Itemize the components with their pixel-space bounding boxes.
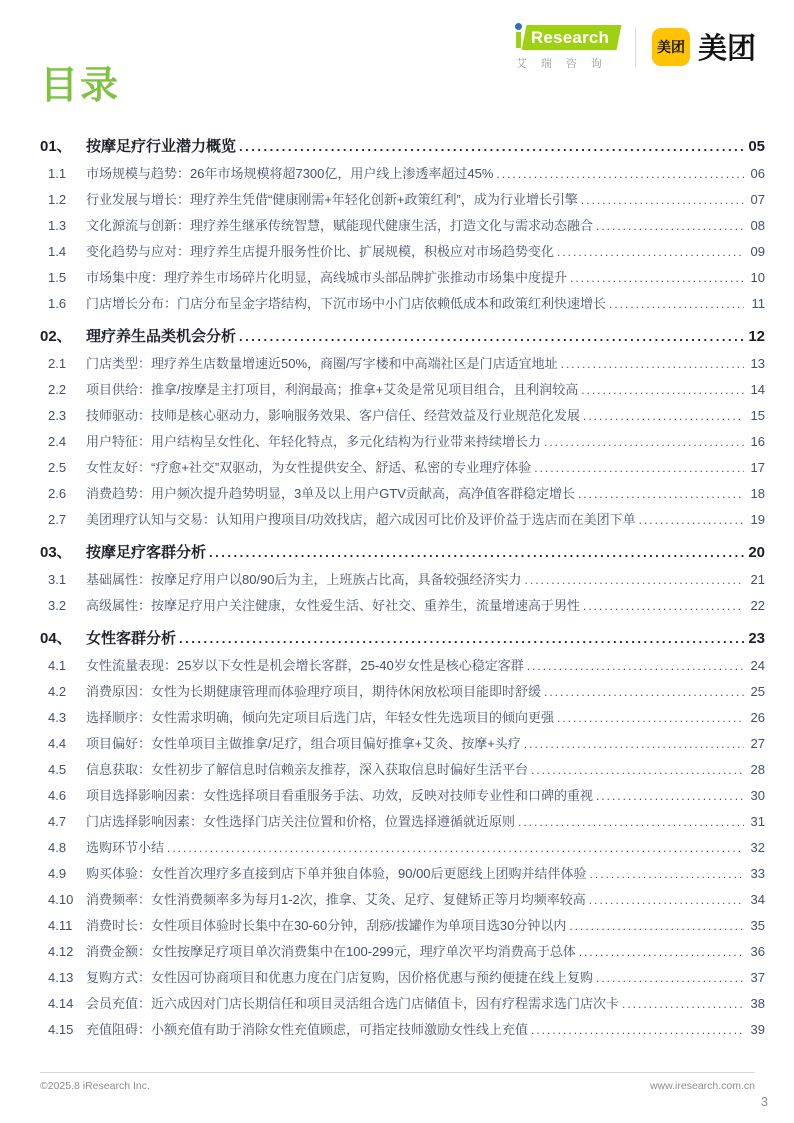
- iresearch-wordmark: Research: [530, 27, 609, 47]
- toc-sub-row[interactable]: [40, 353, 765, 379]
- dot-leader-icon: [531, 762, 744, 777]
- toc-section-row[interactable]: [40, 541, 765, 569]
- toc-entry-number: 4.5: [48, 762, 67, 777]
- dot-leader-icon: [578, 486, 744, 501]
- toc-entry-page: 25: [750, 684, 765, 699]
- toc-entry-title: 美团理疗认知与交易：认知用户搜项目/功效找店，超六成因可比价及评价益于选店而在美团下单: [86, 512, 636, 527]
- toc-entry-number: 03、: [40, 544, 72, 561]
- toc-sub-row[interactable]: [40, 967, 765, 993]
- toc-sub-row[interactable]: [40, 1019, 765, 1045]
- toc-sub-row[interactable]: [40, 889, 765, 915]
- dot-leader-icon: [534, 460, 744, 475]
- toc-entry-number: 4.3: [48, 710, 67, 725]
- iresearch-logo: [516, 22, 619, 71]
- toc-entry-page: 14: [750, 382, 765, 397]
- toc-entry-title: 充值阻碍：小额充值有助于消除女性充值顾虑，可指定技师激励女性线上充值: [86, 1022, 529, 1037]
- toc-sub-row[interactable]: [40, 293, 765, 319]
- toc-entry-number: 1.4: [48, 244, 67, 259]
- toc-entry-title: 信息获取：女性初步了解信息时信赖亲友推荐，深入获取信息时偏好生活平台: [86, 762, 529, 777]
- toc-sub-row[interactable]: [40, 509, 765, 535]
- toc-entry-page: 11: [751, 296, 765, 311]
- toc-entry-title: 会员充值：近六成因对门店长期信任和项目灵活组合选门店储值卡，因有疗程需求选门店次卡: [86, 996, 620, 1011]
- dot-leader-icon: [544, 684, 744, 699]
- toc-entry-title: 女性友好：“疗愈+社交”双驱动，为女性提供安全、舒适、私密的专业理疗体验: [86, 460, 532, 475]
- toc-entry-title: 高级属性：按摩足疗用户关注健康，女性爱生活、好社交、重养生，流量增速高于男性: [86, 598, 581, 613]
- toc-entry-page: 27: [750, 736, 765, 751]
- page-number: 3: [761, 1095, 768, 1109]
- dot-leader-icon: [583, 408, 744, 423]
- toc-entry-page: 24: [750, 658, 765, 673]
- toc-entry-title: 项目供给：推拿/按摩是主打项目，利润最高；推拿+艾灸是常见项目组合，且利润较高: [86, 382, 579, 397]
- toc-sub-row[interactable]: [40, 707, 765, 733]
- toc-entry-number: 4.6: [48, 788, 67, 803]
- toc-section-row[interactable]: [40, 135, 765, 163]
- dot-leader-icon: [569, 918, 744, 933]
- toc-entry-title: 复购方式：女性因可协商项目和优惠力度在门店复购，因价格优惠与预约便捷在线上复购: [86, 970, 594, 985]
- toc-entry-page: 26: [750, 710, 765, 725]
- toc-entry-title: 变化趋势与应对：理疗养生店提升服务性价比、扩展规模，积极应对市场趋势变化: [86, 244, 555, 259]
- copyright-text: ©2025.8 iResearch Inc.: [40, 1080, 150, 1092]
- toc-sub-row[interactable]: [40, 863, 765, 889]
- toc-entry-number: 02、: [40, 328, 72, 345]
- toc-entry-number: 4.12: [48, 944, 74, 959]
- toc-entry-title: 门店选择影响因素：女性选择门店关注位置和价格，位置选择遵循就近原则: [86, 814, 516, 829]
- toc-entry-title: 购买体验：女性首次理疗多直接到店下单并独自体验，90/00后更愿线上团购并结伴体验: [86, 866, 587, 881]
- toc-entry-number: 1.2: [48, 192, 67, 207]
- toc-entry-page: 05: [748, 138, 765, 155]
- toc-entry-page: 09: [750, 244, 765, 259]
- iresearch-wordmark-box: [521, 25, 621, 50]
- dot-leader-icon: [524, 736, 744, 751]
- dot-leader-icon: [561, 356, 744, 371]
- toc-entry-page: 31: [750, 814, 765, 829]
- dot-leader-icon: [239, 138, 744, 155]
- dot-leader-icon: [570, 270, 744, 285]
- dot-leader-icon: [527, 658, 744, 673]
- footer-divider: [40, 1072, 755, 1073]
- toc-entry-number: 2.5: [48, 460, 67, 475]
- dot-leader-icon: [239, 328, 744, 345]
- dot-leader-icon: [583, 598, 744, 613]
- toc-entry-title: 项目选择影响因素：女性选择项目看重服务手法、功效，反映对技师专业性和口碑的重视: [86, 788, 594, 803]
- dot-leader-icon: [544, 434, 744, 449]
- toc-sub-row[interactable]: [40, 681, 765, 707]
- toc-entry-title: 女性客群分析: [86, 630, 177, 647]
- toc-entry-number: 4.11: [48, 918, 73, 933]
- toc-entry-title: 门店增长分布：门店分布呈金字塔结构，下沉市场中小门店依赖低成本和政策红利快速增长: [86, 296, 607, 311]
- toc-entry-title: 市场集中度：理疗养生市场碎片化明显，高线城市头部品牌扩张推动市场集中度提升: [86, 270, 568, 285]
- toc-entry-number: 3.1: [48, 572, 67, 587]
- toc-section-row[interactable]: [40, 627, 765, 655]
- toc-entry-title: 消费趋势：用户频次提升趋势明显，3单及以上用户GTV贡献高，高净值客群稳定增长: [86, 486, 575, 501]
- toc-entry-title: 消费时长：女性项目体验时长集中在30-60分钟，刮痧/拔罐作为单项目选30分钟以内: [86, 918, 567, 933]
- toc-entry-page: 17: [750, 460, 765, 475]
- toc-entry-title: 选购环节小结: [86, 840, 165, 855]
- toc-entry-page: 19: [750, 512, 765, 527]
- dot-leader-icon: [589, 892, 744, 907]
- meituan-app-icon: 美团: [652, 28, 690, 66]
- toc-entry-number: 4.13: [48, 970, 74, 985]
- toc-sub-row[interactable]: [40, 655, 765, 681]
- header: [516, 22, 756, 71]
- toc-entry-number: 2.7: [48, 512, 67, 527]
- toc-entry-page: 32: [750, 840, 765, 855]
- toc-entry-title: 市场规模与趋势：26年市场规模将超7300亿，用户线上渗透率超过45%: [86, 166, 494, 181]
- toc-sub-row[interactable]: [40, 569, 765, 595]
- toc-entry-number: 4.8: [48, 840, 67, 855]
- dot-leader-icon: [179, 630, 744, 647]
- toc-entry-page: 12: [748, 328, 765, 345]
- dot-leader-icon: [579, 944, 744, 959]
- toc-entry-number: 4.1: [48, 658, 67, 673]
- toc-entry-page: 33: [750, 866, 765, 881]
- toc-entry-page: 15: [750, 408, 765, 423]
- toc-entry-title: 行业发展与增长：理疗养生凭借“健康刚需+年轻化创新+政策红利”，成为行业增长引擎: [86, 192, 578, 207]
- toc-entry-number: 4.2: [48, 684, 67, 699]
- toc-list: [40, 129, 765, 1045]
- toc-entry-number: 4.15: [48, 1022, 74, 1037]
- toc-entry-number: 4.4: [48, 736, 67, 751]
- toc-entry-title: 项目偏好：女性单项目主做推拿/足疗，组合项目偏好推拿+艾灸、按摩+头疗: [86, 736, 521, 751]
- toc-sub-row[interactable]: [40, 457, 765, 483]
- toc-entry-page: 21: [750, 572, 765, 587]
- toc-entry-page: 39: [750, 1022, 765, 1037]
- toc-entry-page: 20: [748, 544, 765, 561]
- toc-sub-row[interactable]: [40, 837, 765, 863]
- toc-entry-title: 按摩足疗行业潜力概览: [86, 138, 237, 155]
- dot-leader-icon: [596, 218, 744, 233]
- website-url: www.iresearch.com.cn: [649, 1080, 755, 1092]
- toc-entry-number: 1.1: [48, 166, 67, 181]
- logo-group: [516, 22, 756, 71]
- toc-entry-page: 36: [750, 944, 765, 959]
- toc-sub-row[interactable]: [40, 431, 765, 457]
- toc-entry-page: 13: [750, 356, 765, 371]
- toc-entry-number: 2.4: [48, 434, 67, 449]
- toc-entry-page: 35: [750, 918, 765, 933]
- toc-entry-page: 16: [750, 434, 765, 449]
- toc-entry-page: 23: [748, 630, 765, 647]
- dot-leader-icon: [609, 296, 744, 311]
- dot-leader-icon: [590, 866, 744, 881]
- toc-entry-title: 消费金额：女性按摩足疗项目单次消费集中在100-299元，理疗单次平均消费高于总体: [86, 944, 576, 959]
- toc-entry-title: 女性流量表现：25岁以下女性是机会增长客群，25-40岁女性是核心稳定客群: [86, 658, 524, 673]
- toc-entry-title: 门店类型：理疗养生店数量增速近50%，商圈/写字楼和中高端社区是门店适宜地址: [86, 356, 558, 371]
- toc-entry-number: 4.10: [48, 892, 74, 907]
- toc-entry-page: 34: [750, 892, 765, 907]
- iresearch-i-icon: [516, 32, 521, 48]
- toc-entry-number: 1.3: [48, 218, 67, 233]
- dot-leader-icon: [209, 544, 744, 561]
- toc-sub-row[interactable]: [40, 941, 765, 967]
- toc-entry-page: 08: [750, 218, 765, 233]
- dot-leader-icon: [581, 382, 744, 397]
- dot-leader-icon: [557, 710, 744, 725]
- toc-section-row[interactable]: [40, 325, 765, 353]
- meituan-logo: [652, 26, 756, 67]
- toc-entry-title: 理疗养生品类机会分析: [86, 328, 237, 345]
- dot-leader-icon: [622, 996, 744, 1011]
- iresearch-mark: [516, 22, 619, 50]
- toc-entry-page: 22: [750, 598, 765, 613]
- toc-entry-number: 4.7: [48, 814, 67, 829]
- toc-sub-row[interactable]: [40, 483, 765, 509]
- toc-entry-title: 技师驱动：技师是核心驱动力，影响服务效果、客户信任、经营效益及行业规范化发展: [86, 408, 581, 423]
- footer: [40, 1080, 755, 1092]
- toc-entry-title: 消费频率：女性消费频率多为每月1-2次，推拿、艾灸、足疗、复健矫正等月均频率较高: [86, 892, 586, 907]
- toc-entry-page: 06: [750, 166, 765, 181]
- toc-sub-row[interactable]: [40, 915, 765, 941]
- toc-entry-page: 30: [750, 788, 765, 803]
- toc-entry-number: 3.2: [48, 598, 67, 613]
- dot-leader-icon: [596, 970, 744, 985]
- toc-entry-number: 4.14: [48, 996, 74, 1011]
- toc-entry-number: 2.3: [48, 408, 67, 423]
- toc-sub-row[interactable]: [40, 405, 765, 431]
- toc-sub-row[interactable]: [40, 811, 765, 837]
- toc-sub-row[interactable]: [40, 733, 765, 759]
- dot-leader-icon: [167, 840, 744, 855]
- toc-entry-title: 选择顺序：女性需求明确，倾向先定项目后选门店，年轻女性先选项目的倾向更强: [86, 710, 555, 725]
- dot-leader-icon: [581, 192, 744, 207]
- toc-entry-number: 2.1: [48, 356, 67, 371]
- toc-entry-number: 2.2: [48, 382, 67, 397]
- toc-sub-row[interactable]: [40, 759, 765, 785]
- toc-entry-title: 文化源流与创新：理疗养生继承传统智慧，赋能现代健康生活，打造文化与需求动态融合: [86, 218, 594, 233]
- toc-sub-row[interactable]: [40, 189, 765, 215]
- toc-entry-page: 28: [750, 762, 765, 777]
- toc-sub-row[interactable]: [40, 163, 765, 189]
- toc-entry-number: 01、: [40, 138, 72, 155]
- toc-sub-row[interactable]: [40, 215, 765, 241]
- toc-entry-title: 用户特征：用户结构呈女性化、年轻化特点，多元化结构为行业带来持续增长力: [86, 434, 542, 449]
- dot-leader-icon: [531, 1022, 744, 1037]
- toc-sub-row[interactable]: [40, 785, 765, 811]
- meituan-wordmark: 美团: [697, 33, 756, 65]
- toc-entry-page: 07: [750, 192, 765, 207]
- toc-sub-row[interactable]: [40, 993, 765, 1019]
- toc-sub-row[interactable]: [40, 267, 765, 293]
- dot-leader-icon: [639, 512, 744, 527]
- logo-divider: [635, 27, 636, 67]
- toc-entry-title: 消费原因：女性为长期健康管理而体验理疗项目，期待休闲放松项目能即时舒缓: [86, 684, 542, 699]
- toc-entry-title: 按摩足疗客群分析: [86, 544, 207, 561]
- dot-leader-icon: [518, 814, 744, 829]
- dot-leader-icon: [596, 788, 744, 803]
- dot-leader-icon: [525, 572, 744, 587]
- iresearch-chinese-name: 艾瑞咨询: [515, 58, 616, 70]
- toc-entry-number: 1.6: [48, 296, 67, 311]
- toc-entry-page: 38: [750, 996, 765, 1011]
- toc-entry-number: 2.6: [48, 486, 67, 501]
- toc-entry-number: 04、: [40, 630, 72, 647]
- toc-sub-row[interactable]: [40, 379, 765, 405]
- toc-entry-page: 18: [750, 486, 765, 501]
- toc-entry-number: 4.9: [48, 866, 67, 881]
- toc-sub-row[interactable]: [40, 595, 765, 621]
- toc-entry-page: 37: [750, 970, 765, 985]
- dot-leader-icon: [496, 166, 744, 181]
- toc-entry-title: 基础属性：按摩足疗用户以80/90后为主，上班族占比高，具备较强经济实力: [86, 572, 522, 587]
- page-title: 目录: [40, 65, 121, 107]
- dot-leader-icon: [557, 244, 744, 259]
- toc-sub-row[interactable]: [40, 241, 765, 267]
- toc-entry-page: 10: [750, 270, 765, 285]
- toc-entry-number: 1.5: [48, 270, 67, 285]
